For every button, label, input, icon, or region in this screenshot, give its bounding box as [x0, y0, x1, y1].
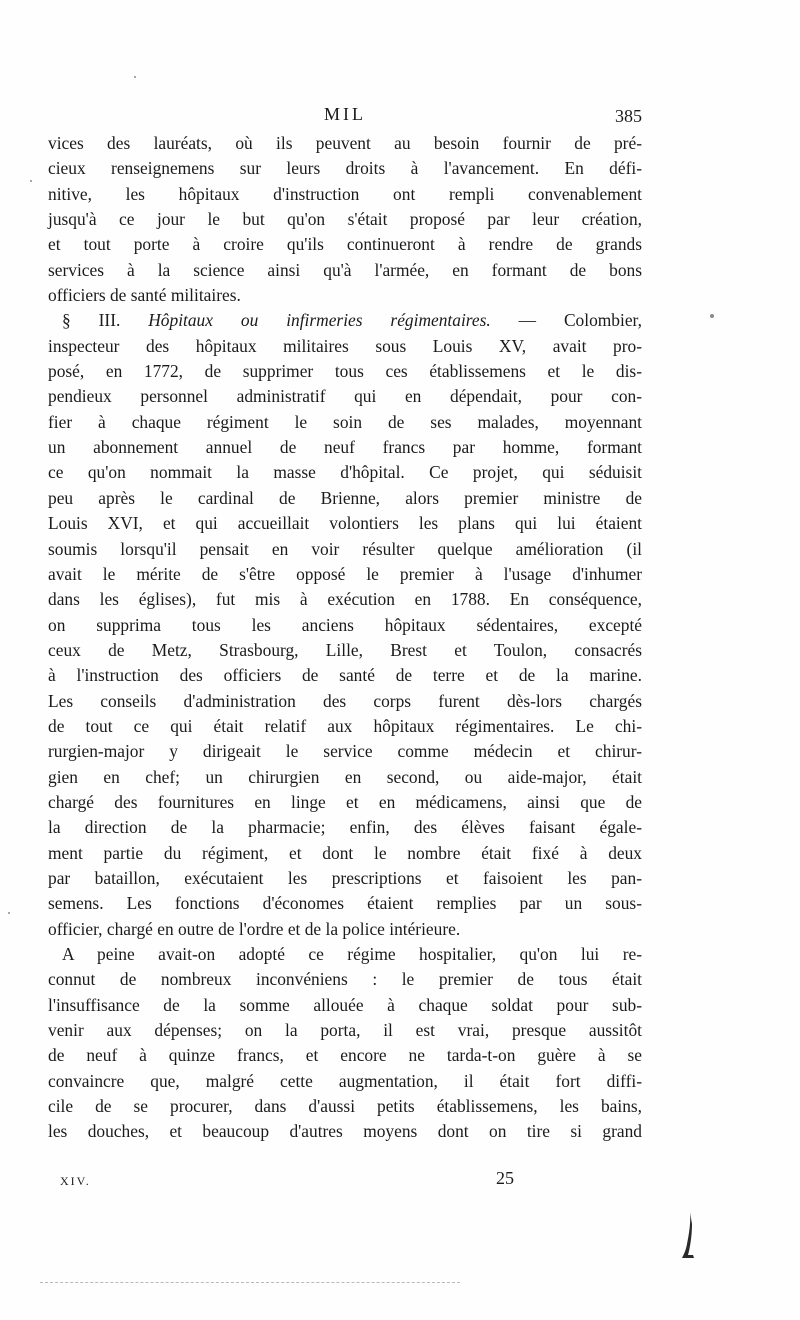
text-line: rurgien-major y dirigeait le service comme médecin et chirur- [48, 741, 642, 762]
text-line: gien en chef; un chirurgien en second, ou aide-major, était [48, 766, 642, 787]
text-line: ce qu'on nommait la masse d'hôpital. Ce projet, qui séduisit [48, 462, 642, 483]
text-line: un abonnement annuel de neuf francs par homme, formant [48, 437, 642, 458]
text-line: par bataillon, exécutaient les prescriptions et faisoient les pan- [48, 867, 642, 888]
text-line: de neuf à quinze francs, et encore ne tarda-t-on guère à se [48, 1045, 642, 1066]
ink-mark-icon [678, 1210, 698, 1262]
text-line: connut de nombreux inconvéniens : le premier de tous était [48, 969, 642, 990]
text-line: Louis XVI, et qui accueillait volontiers les plans qui lui étaient [48, 513, 642, 534]
section-heading-line [48, 308, 642, 333]
text-line: cieux renseignemens sur leurs droits à l'avancement. En défi- [48, 158, 642, 179]
text-line: nitive, les hôpitaux d'instruction ont rempli convenablement [48, 183, 642, 204]
signature-mark: XIV. [60, 1174, 91, 1188]
text-line: Les conseils d'administration des corps furent dès-lors chargés [48, 690, 642, 711]
text-line: ceux de Metz, Strasbourg, Lille, Brest et Toulon, consacrés [48, 639, 642, 660]
text-line: peu après le cardinal de Brienne, alors premier ministre de [48, 487, 642, 508]
paper-speck [8, 912, 10, 914]
text-line: posé, en 1772, de supprimer tous ces établissemens et le dis- [48, 361, 642, 382]
text-line: de tout ce qui était relatif aux hôpitaux régimentaires. Le chi- [48, 715, 642, 736]
text-line: inspecteur des hôpitaux militaires sous Louis XV, avait pro- [48, 335, 642, 356]
section-suffix: — Colombier, [490, 310, 642, 331]
section-prefix: § III. [62, 310, 149, 331]
text-line: services à la science ainsi qu'à l'armée, en formant de bons [48, 259, 642, 280]
text-line: dans les églises), fut mis à exécution en 1788. En conséquence, [48, 589, 642, 610]
text-line: convaincre que, malgré cette augmentation, il était fort diffi- [48, 1070, 642, 1091]
text-line: ment partie du régiment, et dont le nombre était fixé à deux [48, 842, 642, 863]
text-line: l'insuffisance de la somme allouée à chaque soldat pour sub- [48, 994, 642, 1015]
text-line: à l'instruction des officiers de santé de terre et de la marine. [48, 665, 642, 686]
text-line: A peine avait-on adopté ce régime hospitalier, qu'on lui re- [62, 944, 642, 964]
text-line: officier, chargé en outre de l'ordre et de la police intérieure. [48, 918, 461, 939]
text-line: semens. Les fonctions d'économes étaient remplies par un sous- [48, 893, 642, 914]
text-line: officiers de santé militaires. [48, 285, 241, 306]
text-line: on supprima tous les anciens hôpitaux sédentaires, excepté [48, 614, 642, 635]
text-line: fier à chaque régiment le soin de ses malades, moyennant [48, 411, 642, 432]
text-line: venir aux dépenses; on la porta, il est vrai, presque aussitôt [48, 1020, 642, 1041]
text-line: jusqu'à ce jour le but qu'on s'était proposé par leur création, [48, 209, 642, 230]
text-line: pendieux personnel administratif qui en dépendait, pour con- [48, 386, 642, 407]
bottom-rule [40, 1282, 460, 1283]
paper-speck [134, 76, 136, 78]
page-number: 385 [615, 106, 642, 126]
sheet-number: 25 [496, 1168, 514, 1188]
running-title: MIL [324, 104, 366, 124]
text-line: et tout porte à croire qu'ils continueront à rendre de grands [48, 234, 642, 255]
body-text [48, 131, 642, 1145]
section-heading: Hôpitaux ou infirmeries régimentaires. [148, 310, 491, 331]
text-line: vices des lauréats, où ils peuvent au besoin fournir de pré- [48, 133, 642, 153]
text-line: avait le mérite de s'être opposé le premier à l'usage d'inhumer [48, 563, 642, 584]
text-line: chargé des fournitures en linge et en médicamens, ainsi que de [48, 791, 642, 812]
paper-speck [710, 314, 714, 318]
paper-speck [30, 180, 32, 182]
running-head [48, 104, 642, 134]
text-line: la direction de la pharmacie; enfin, des élèves faisant égale- [48, 817, 642, 838]
text-line: soumis lorsqu'il pensait en voir résulter quelque amélioration (il [48, 538, 642, 559]
page-footer [48, 1168, 642, 1194]
text-line: cile de se procurer, dans d'aussi petits établissemens, les bains, [48, 1096, 642, 1117]
text-line: les douches, et beaucoup d'autres moyens dont on tire si grand [48, 1121, 642, 1142]
